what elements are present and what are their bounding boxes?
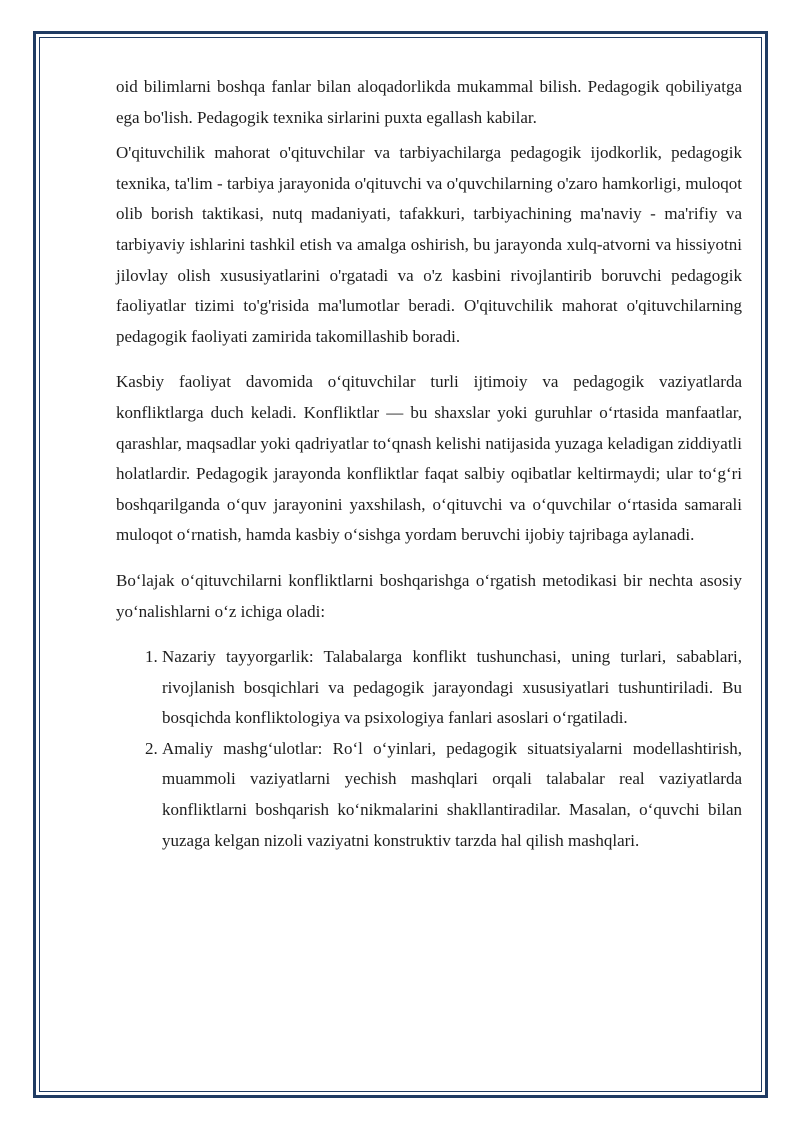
paragraph-3: Kasbiy faoliyat davomida o‘qituvchilar turli ijtimoiy va pedagogik vaziyatlarda konfliktlarga duch keladi. Konfliktlar — bu shaxslar yoki guruhlar o‘rtasida manfaatlar, qarashlar, maqsadlar yoki qadriyatlar to‘qnash kelishi natijasida yuzaga keladigan ziddiyatli holatlardir. Pedagogik jarayonda konfliktlar faqat salbiy oqibatlar keltirmaydi; ular to‘g‘ri boshqarilganda o‘quv jarayonini yaxshilash, o‘qituvchi va o‘quvchilar o‘rtasida samarali muloqot o‘rnatish, hamda kasbiy o‘sishga yordam beruvchi ijobiy tajribaga aylanadi. <box>116 372 742 545</box>
list-item: 2. Amaliy mashg‘ulotlar: Ro‘l o‘yinlari, pedagogik situatsiyalarni modellashtirish, muammoli vaziyatlarni yechish mashqlari orqali talabalar real vaziyatlarda konfliktlarni boshqarish ko‘nikmalarini shakllantiradilar. Masalan, o‘quvchi bilan yuzaga kelgan nizoli vaziyatni konstruktiv tarzda hal qilish mashqlari. <box>162 734 742 856</box>
paragraph-2: O'qituvchilik mahorat o'qituvchilar va tarbiyachilarga pedagogik ijodkorlik, pedagogik texnika, ta'lim - tarbiya jarayonida o'qituvchi va o'quvchilarning o'zaro hamkorligi, muloqot olib borish taktikasi, nutq madaniyati, tafakkuri, tarbiyachining ma'naviy - ma'rifiy va tarbiyaviy ishlarini tashkil etish va amalga oshirish, bu jarayonda xulq-atvorni va hissiyotni jilovlay olish xususiyatlarini o'rgatadi va o'z kasbini rivojlantirib boruvchi pedagogik faoliyatlar tizimi to'g'risida ma'lumotlar beradi. O'qituvchilik mahorat o'qituvchilarning pedagogik faoliyati zamirida takomillashib boradi. <box>116 143 742 346</box>
paragraph-4: Bo‘lajak o‘qituvchilarni konfliktlarni boshqarishga o‘rgatish metodikasi bir nechta asosiy yo‘nalishlarni o‘z ichiga oladi: <box>116 570 742 621</box>
list-item: 1. Nazariy tayyorgarlik: Talabalarga konflikt tushunchasi, uning turlari, sabablari, rivojlanish bosqichlari va pedagogik jarayondagi xususiyatlari tushuntiriladi. Bu bosqichda konfliktologiya va psixologiya fanlari asoslari o‘rgatiladi. <box>162 642 742 734</box>
document-body <box>116 72 742 856</box>
paragraph-1: oid bilimlarni boshqa fanlar bilan aloqadorlikda mukammal bilish. Pedagogik qobiliyatga ega bo'lish. Pedagogik texnika sirlarini puxta egallash kabilar. <box>116 77 742 127</box>
numbered-list <box>116 642 742 856</box>
